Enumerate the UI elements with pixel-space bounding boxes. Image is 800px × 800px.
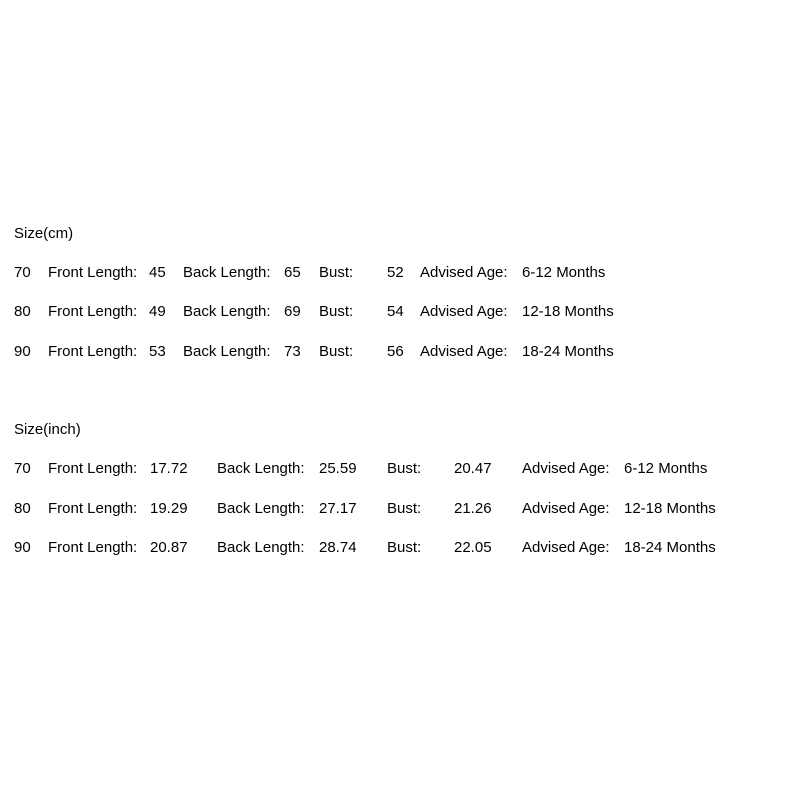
advised-age-label: Advised Age: (420, 303, 508, 320)
advised-age-label: Advised Age: (522, 539, 610, 556)
front-length-value: 45 (149, 264, 166, 281)
back-length-label: Back Length: (183, 343, 271, 360)
back-length-value: 27.17 (319, 500, 357, 517)
back-length-value: 65 (284, 264, 301, 281)
back-length-value: 73 (284, 343, 301, 360)
back-length-value: 69 (284, 303, 301, 320)
back-length-value: 25.59 (319, 460, 357, 477)
advised-age-value: 12-18 Months (522, 303, 614, 320)
back-length-value: 28.74 (319, 539, 357, 556)
back-length-label: Back Length: (183, 264, 271, 281)
bust-label: Bust: (319, 264, 354, 281)
bust-label: Bust: (387, 500, 422, 517)
advised-age-value: 18-24 Months (522, 343, 614, 360)
size-chart-inch-heading: Size(inch) (14, 421, 81, 438)
front-length-label: Front Length: (48, 460, 138, 477)
bust-label: Bust: (387, 539, 422, 556)
advised-age-value: 18-24 Months (624, 539, 716, 556)
back-length-label: Back Length: (183, 303, 271, 320)
bust-label: Bust: (387, 460, 422, 477)
front-length-value: 49 (149, 303, 166, 320)
bust-label: Bust: (319, 343, 354, 360)
front-length-value: 19.29 (150, 500, 188, 517)
advised-age-label: Advised Age: (522, 500, 610, 517)
back-length-label: Back Length: (217, 500, 305, 517)
advised-age-value: 12-18 Months (624, 500, 716, 517)
size-value: 80 (14, 500, 31, 517)
advised-age-value: 6-12 Months (522, 264, 606, 281)
size-row (14, 264, 800, 282)
size-value: 70 (14, 460, 31, 477)
back-length-label: Back Length: (217, 539, 305, 556)
advised-age-label: Advised Age: (420, 343, 508, 360)
size-row (14, 539, 800, 557)
size-row (14, 303, 800, 321)
front-length-label: Front Length: (48, 303, 138, 320)
size-value: 70 (14, 264, 31, 281)
size-chart-cm-heading: Size(cm) (14, 225, 74, 242)
bust-label: Bust: (319, 303, 354, 320)
front-length-value: 53 (149, 343, 166, 360)
size-value: 90 (14, 539, 31, 556)
size-row (14, 500, 800, 518)
front-length-label: Front Length: (48, 343, 138, 360)
bust-value: 52 (387, 264, 404, 281)
advised-age-label: Advised Age: (420, 264, 508, 281)
size-value: 90 (14, 343, 31, 360)
size-row (14, 343, 800, 361)
advised-age-label: Advised Age: (522, 460, 610, 477)
front-length-label: Front Length: (48, 539, 138, 556)
size-value: 80 (14, 303, 31, 320)
size-row (14, 460, 800, 478)
front-length-label: Front Length: (48, 500, 138, 517)
bust-value: 22.05 (454, 539, 492, 556)
bust-value: 20.47 (454, 460, 492, 477)
front-length-value: 17.72 (150, 460, 188, 477)
bust-value: 56 (387, 343, 404, 360)
bust-value: 54 (387, 303, 404, 320)
front-length-label: Front Length: (48, 264, 138, 281)
front-length-value: 20.87 (150, 539, 188, 556)
bust-value: 21.26 (454, 500, 492, 517)
advised-age-value: 6-12 Months (624, 460, 708, 477)
back-length-label: Back Length: (217, 460, 305, 477)
